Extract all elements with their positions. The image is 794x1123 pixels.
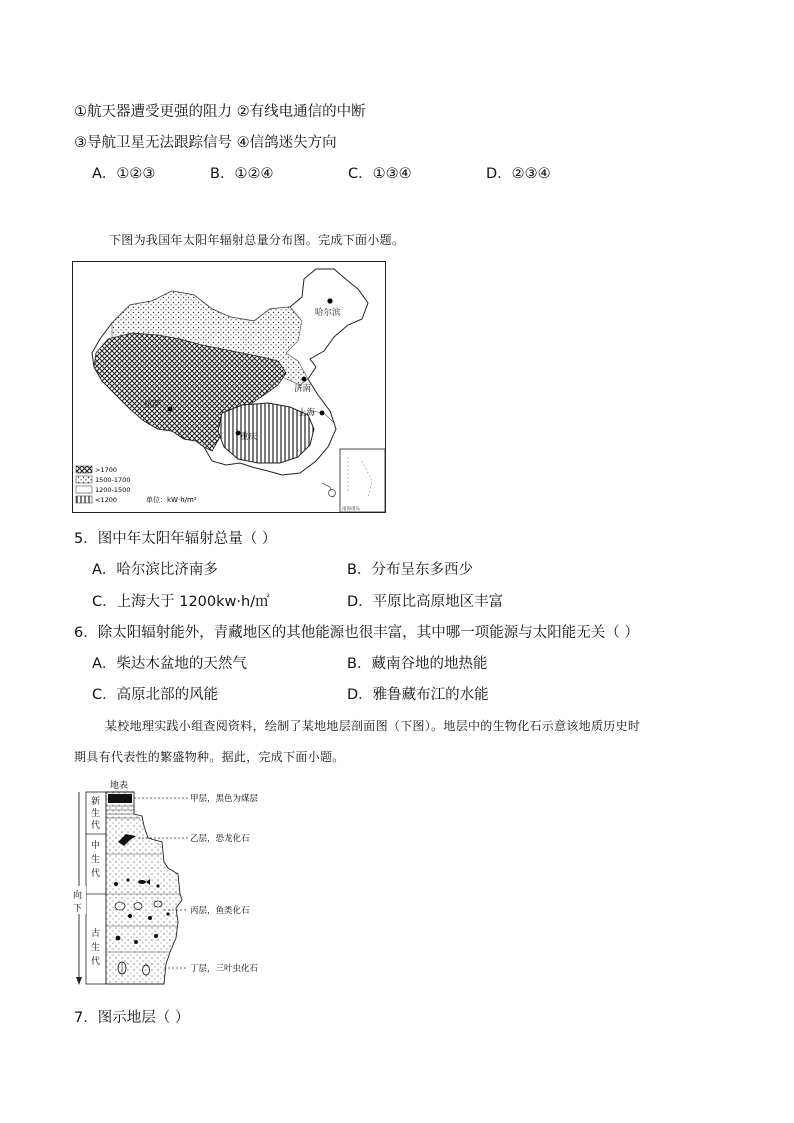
era-mesozoic-1: 中 (91, 841, 101, 851)
era-cenozoic-3: 代 (91, 821, 101, 831)
downward-1: 向 (73, 891, 83, 901)
era-cenozoic-1: 新 (91, 797, 101, 807)
q6-choice-d: D．雅鲁藏布江的水能 (347, 687, 489, 703)
q4-choice-b: B．①②④ (210, 166, 274, 182)
coal-layer (108, 794, 132, 803)
layer-ding-label: 丁层，三叶虫化石 (190, 964, 259, 974)
era-mesozoic-3: 代 (91, 869, 101, 879)
q7-stem: 7．图示地层（ ） (74, 1010, 190, 1026)
surface-label: 地表 (110, 781, 129, 791)
downward-2: 下 (73, 904, 83, 914)
map-intro: 下图为我国年太阳年辐射总量分布图。完成下面小题。 (109, 233, 405, 247)
q6-stem: 6．除太阳辐射能外，青藏地区的其他能源也很丰富，其中哪一项能源与太阳能无关（ ） (74, 625, 639, 641)
solar-radiation-map (72, 261, 386, 513)
legend-l2: 1500-1700 (95, 476, 131, 484)
strata-body (106, 792, 182, 984)
q6-choice-b: B．藏南谷地的地热能 (347, 656, 488, 672)
legend-l1: >1700 (95, 466, 117, 474)
era-paleozoic-2: 生 (91, 943, 101, 953)
layer-jia-label: 甲层，黑色为煤层 (190, 794, 259, 804)
era-paleozoic-3: 代 (91, 957, 101, 967)
q4-options-line2: ③导航卫星无法跟踪信号 ④信鸽迷失方向 (74, 135, 337, 151)
q4-options-line1: ①航天器遭受更强的阻力 ②有线电通信的中断 (74, 104, 366, 120)
q5-choice-a: A．哈尔滨比济南多 (92, 562, 218, 578)
strata-intro-line2: 期具有代表性的繁盛物种。据此，完成下面小题。 (74, 750, 345, 764)
city-jinan: 济南 (294, 384, 312, 394)
city-chongqing: 重庆 (240, 432, 258, 442)
legend-l3: 1200-1500 (95, 486, 131, 494)
q4-choice-c: C．①③④ (348, 166, 412, 182)
city-shanghai: 上海 (298, 408, 316, 418)
strata-intro-line1: 某校地理实践小组查阅资料，绘制了某地地层剖面图（下图）。地层中的生物化石示意该地质历史时 (105, 719, 641, 733)
q5-stem: 5．图中年太阳年辐射总量（ ） (74, 531, 277, 547)
fish-fossil-icon (138, 880, 146, 884)
q6-choice-a: A．柴达木盆地的天然气 (92, 656, 247, 672)
strata-profile-diagram (72, 776, 312, 992)
era-mesozoic-2: 生 (91, 855, 101, 865)
layer-yi-label: 乙层，恐龙化石 (190, 834, 250, 844)
city-lhasa: 拉萨 (144, 400, 162, 410)
era-cenozoic-2: 生 (91, 809, 101, 819)
q6-choice-c: C．高原北部的风能 (92, 687, 219, 703)
legend-l4: <1200 (95, 496, 117, 504)
q5-choice-d: D．平原比高原地区丰富 (347, 594, 504, 610)
south-sea-inset (340, 449, 385, 512)
q4-choice-a: A．①②③ (92, 166, 156, 182)
q5-choice-b: B．分布呈东多西少 (347, 562, 473, 578)
era-paleozoic-1: 古 (91, 929, 101, 939)
q5-choice-c: C．上海大于 1200kw·h/㎡ (92, 594, 270, 610)
city-harbin: 哈尔滨 (315, 308, 341, 318)
inset-label: 南海诸岛 (342, 507, 360, 512)
q4-choice-d: D．②③④ (486, 166, 551, 182)
legend-unit: 单位：kW·h/m² (146, 496, 197, 504)
layer-bing-label: 丙层，鱼类化石 (190, 906, 250, 916)
